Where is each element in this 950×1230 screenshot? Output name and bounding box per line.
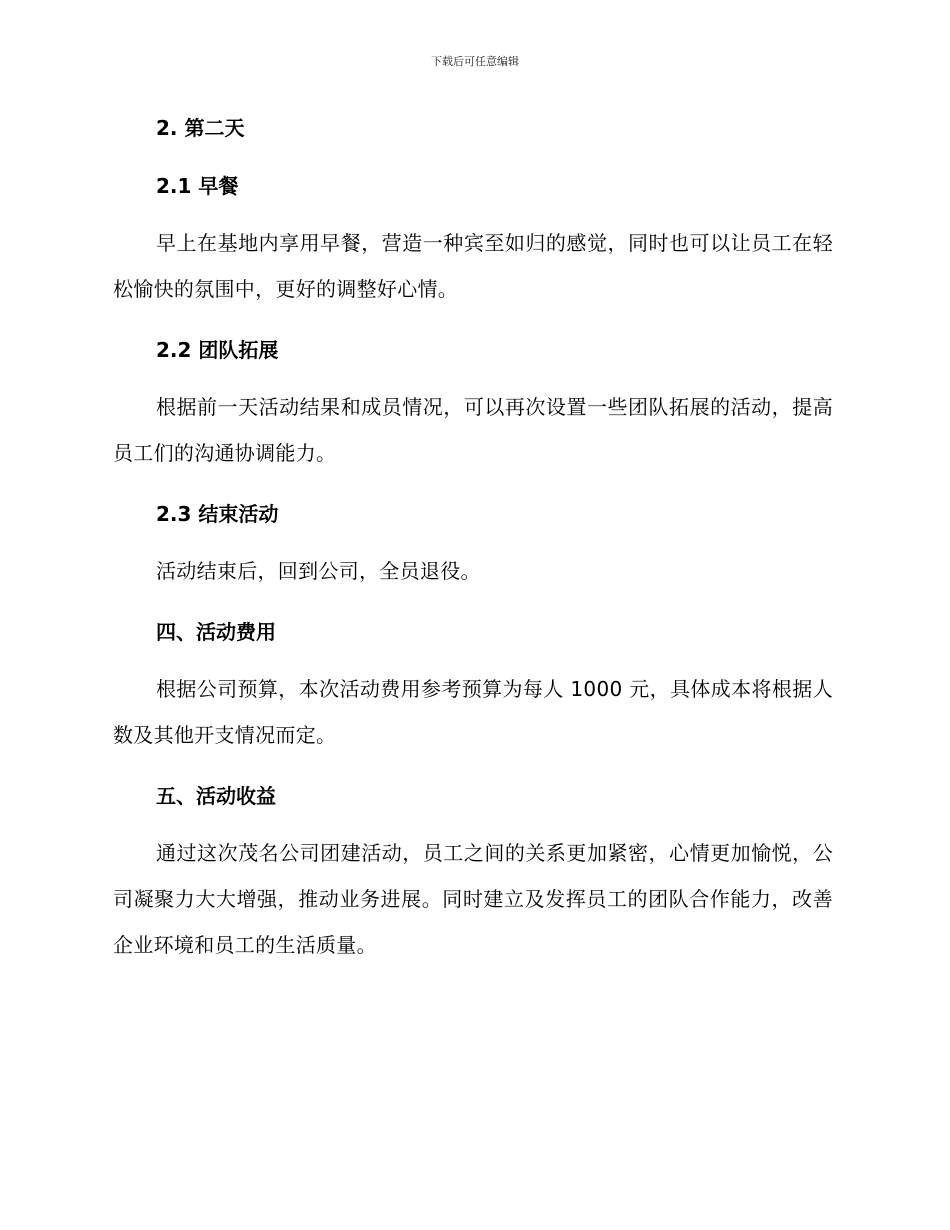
heading-end-activity: 2.3 结束活动	[156, 502, 279, 526]
document-body	[113, 108, 833, 968]
heading-team-building: 2.2 团队拓展	[156, 338, 279, 362]
heading-breakfast: 2.1 早餐	[156, 174, 239, 198]
heading-activity-benefit: 五、活动收益	[156, 784, 276, 808]
paragraph-breakfast: 早上在基地内享用早餐，营造一种宾至如归的感觉，同时也可以让员工在轻松愉快的氛围中，更好的调整好心情。	[113, 231, 833, 301]
heading-day-two: 2. 第二天	[156, 116, 245, 140]
paragraph-team-building: 根据前一天活动结果和成员情况，可以再次设置一些团队拓展的活动，提高员工们的沟通协调能力。	[113, 395, 833, 465]
heading-activity-cost: 四、活动费用	[156, 620, 276, 644]
paragraph-end-activity: 活动结束后，回到公司，全员退役。	[156, 559, 481, 583]
paragraph-activity-cost: 根据公司预算，本次活动费用参考预算为每人 1000 元，具体成本将根据人数及其他开支情况而定。	[113, 677, 833, 747]
paragraph-activity-benefit: 通过这次茂名公司团建活动，员工之间的关系更加紧密，心情更加愉悦，公司凝聚力大大增强，推动业务进展。同时建立及发挥员工的团队合作能力，改善企业环境和员工的生活质量。	[113, 841, 833, 957]
page-header: 下载后可任意编辑	[431, 55, 519, 68]
